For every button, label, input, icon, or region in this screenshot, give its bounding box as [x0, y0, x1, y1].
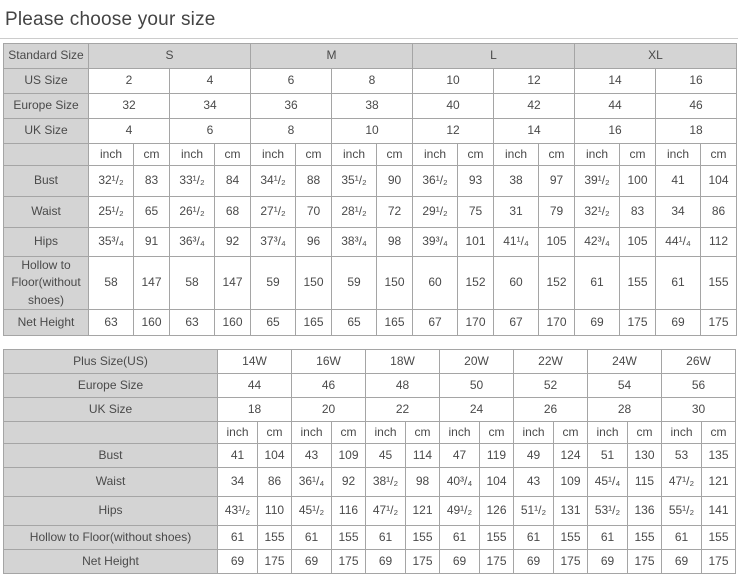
value-cell: 53 [662, 444, 702, 468]
value-cell: 165 [377, 310, 413, 336]
table-row [4, 350, 736, 374]
value-cell: 67 [494, 310, 539, 336]
value-cell: inch [366, 422, 406, 444]
value-cell: cm [480, 422, 514, 444]
value-cell: 46 [292, 374, 366, 398]
group-header-cell: XL [575, 44, 737, 69]
value-cell: 47¹/₂ [366, 497, 406, 526]
value-cell: 45¹/₄ [588, 468, 628, 497]
value-cell: 12 [413, 119, 494, 144]
value-cell: 79 [539, 197, 575, 228]
value-cell: 40 [413, 94, 494, 119]
value-cell: 22 [366, 398, 440, 422]
value-cell: inch [292, 422, 332, 444]
value-cell: 65 [332, 310, 377, 336]
value-cell: 49 [514, 444, 554, 468]
value-cell: inch [440, 422, 480, 444]
value-cell: cm [701, 144, 737, 166]
value-cell: inch [332, 144, 377, 166]
value-cell: 155 [620, 257, 656, 310]
value-cell: 60 [494, 257, 539, 310]
value-cell: 147 [134, 257, 170, 310]
value-cell: 59 [332, 257, 377, 310]
value-cell: 65 [134, 197, 170, 228]
value-cell: 68 [215, 197, 251, 228]
row-label: Waist [4, 197, 89, 228]
value-cell: 37³/₄ [251, 228, 296, 257]
value-cell: 10 [413, 69, 494, 94]
value-cell: 54 [588, 374, 662, 398]
value-cell: 14 [575, 69, 656, 94]
value-cell: 175 [480, 550, 514, 574]
value-cell: 44¹/₄ [656, 228, 701, 257]
value-cell: 61 [588, 526, 628, 550]
value-cell: 16 [656, 69, 737, 94]
value-cell: 101 [458, 228, 494, 257]
value-cell: 43 [514, 468, 554, 497]
value-cell: 96 [296, 228, 332, 257]
table-row [4, 444, 736, 468]
value-cell: 69 [588, 550, 628, 574]
plus-size-table-body [4, 350, 736, 574]
value-cell: 90 [377, 166, 413, 197]
value-cell: cm [628, 422, 662, 444]
value-cell: 38³/₄ [332, 228, 377, 257]
table-row [4, 69, 737, 94]
table-row [4, 398, 736, 422]
value-cell: 47¹/₂ [662, 468, 702, 497]
value-cell: 43 [292, 444, 332, 468]
standard-size-table [3, 43, 737, 336]
value-cell: 86 [701, 197, 737, 228]
value-cell: 119 [480, 444, 514, 468]
value-cell: 34¹/₂ [251, 166, 296, 197]
value-cell: 130 [628, 444, 662, 468]
group-header-cell: S [89, 44, 251, 69]
row-label [4, 422, 218, 444]
table-row [4, 257, 737, 310]
value-cell: 45 [366, 444, 406, 468]
value-cell: 44 [218, 374, 292, 398]
value-cell: 109 [332, 444, 366, 468]
value-cell: 4 [170, 69, 251, 94]
value-cell: 175 [628, 550, 662, 574]
row-label: Plus Size(US) [4, 350, 218, 374]
value-cell: 175 [258, 550, 292, 574]
value-cell: inch [251, 144, 296, 166]
row-label: Net Height [4, 550, 218, 574]
value-cell: inch [662, 422, 702, 444]
value-cell: 93 [458, 166, 494, 197]
value-cell: 104 [701, 166, 737, 197]
value-cell: 49¹/₂ [440, 497, 480, 526]
value-cell: 45¹/₂ [292, 497, 332, 526]
table-row [4, 422, 736, 444]
value-cell: 61 [292, 526, 332, 550]
value-cell: 69 [575, 310, 620, 336]
value-cell: 121 [406, 497, 440, 526]
value-cell: 4 [89, 119, 170, 144]
value-cell: cm [702, 422, 736, 444]
row-label: Hips [4, 228, 89, 257]
value-cell: 6 [251, 69, 332, 94]
row-label: US Size [4, 69, 89, 94]
row-label: Bust [4, 166, 89, 197]
value-cell: inch [575, 144, 620, 166]
table-row [4, 144, 737, 166]
value-cell: 135 [702, 444, 736, 468]
value-cell: 48 [366, 374, 440, 398]
value-cell: 155 [701, 257, 737, 310]
row-label: Bust [4, 444, 218, 468]
value-cell: cm [539, 144, 575, 166]
value-cell: 39¹/₂ [575, 166, 620, 197]
value-cell: cm [215, 144, 251, 166]
value-cell: 155 [480, 526, 514, 550]
row-label: UK Size [4, 398, 218, 422]
value-cell: 6 [170, 119, 251, 144]
table-row [4, 374, 736, 398]
table-row [4, 119, 737, 144]
value-cell: 22W [514, 350, 588, 374]
value-cell: 152 [458, 257, 494, 310]
value-cell: 104 [258, 444, 292, 468]
value-cell: 75 [458, 197, 494, 228]
value-cell: inch [656, 144, 701, 166]
value-cell: 36¹/₂ [413, 166, 458, 197]
value-cell: 14W [218, 350, 292, 374]
value-cell: 83 [620, 197, 656, 228]
value-cell: 25¹/₂ [89, 197, 134, 228]
value-cell: 114 [406, 444, 440, 468]
value-cell: 155 [702, 526, 736, 550]
value-cell: cm [620, 144, 656, 166]
value-cell: 67 [413, 310, 458, 336]
table-row [4, 497, 736, 526]
value-cell: 44 [575, 94, 656, 119]
value-cell: 56 [662, 374, 736, 398]
value-cell: 92 [332, 468, 366, 497]
value-cell: cm [134, 144, 170, 166]
value-cell: 70 [296, 197, 332, 228]
value-cell: 8 [251, 119, 332, 144]
table-row [4, 166, 737, 197]
row-label [4, 144, 89, 166]
value-cell: 14 [494, 119, 575, 144]
value-cell: 18 [218, 398, 292, 422]
value-cell: 175 [701, 310, 737, 336]
value-cell: 27¹/₂ [251, 197, 296, 228]
value-cell: 32¹/₂ [89, 166, 134, 197]
value-cell: 155 [332, 526, 366, 550]
value-cell: 97 [539, 166, 575, 197]
value-cell: 18W [366, 350, 440, 374]
value-cell: 59 [251, 257, 296, 310]
value-cell: 42 [494, 94, 575, 119]
standard-size-table-body [4, 44, 737, 336]
value-cell: inch [413, 144, 458, 166]
value-cell: 41¹/₄ [494, 228, 539, 257]
row-label: Europe Size [4, 94, 89, 119]
row-label: UK Size [4, 119, 89, 144]
value-cell: 100 [620, 166, 656, 197]
value-cell: 2 [89, 69, 170, 94]
value-cell: cm [554, 422, 588, 444]
value-cell: inch [170, 144, 215, 166]
value-cell: 38¹/₂ [366, 468, 406, 497]
value-cell: 69 [292, 550, 332, 574]
table-row [4, 197, 737, 228]
value-cell: cm [258, 422, 292, 444]
value-cell: 12 [494, 69, 575, 94]
value-cell: 155 [554, 526, 588, 550]
value-cell: 175 [332, 550, 366, 574]
value-cell: 105 [620, 228, 656, 257]
value-cell: 20 [292, 398, 366, 422]
value-cell: 112 [701, 228, 737, 257]
table-row [4, 526, 736, 550]
table-row [4, 44, 737, 69]
value-cell: 69 [218, 550, 258, 574]
value-cell: 55¹/₂ [662, 497, 702, 526]
value-cell: 24 [440, 398, 514, 422]
group-header-cell: M [251, 44, 413, 69]
value-cell: 121 [702, 468, 736, 497]
value-cell: 63 [170, 310, 215, 336]
value-cell: 84 [215, 166, 251, 197]
row-label: Net Height [4, 310, 89, 336]
value-cell: 58 [170, 257, 215, 310]
value-cell: 31 [494, 197, 539, 228]
value-cell: 16W [292, 350, 366, 374]
value-cell: 52 [514, 374, 588, 398]
value-cell: 26W [662, 350, 736, 374]
value-cell: inch [588, 422, 628, 444]
value-cell: 10 [332, 119, 413, 144]
value-cell: 61 [575, 257, 620, 310]
value-cell: 61 [662, 526, 702, 550]
value-cell: 105 [539, 228, 575, 257]
value-cell: 8 [332, 69, 413, 94]
value-cell: 41 [218, 444, 258, 468]
value-cell: 36 [251, 94, 332, 119]
row-label: Hollow to Floor(without shoes) [4, 526, 218, 550]
value-cell: 115 [628, 468, 662, 497]
value-cell: 124 [554, 444, 588, 468]
value-cell: 24W [588, 350, 662, 374]
value-cell: 43¹/₂ [218, 497, 258, 526]
plus-size-table [3, 349, 736, 574]
value-cell: 35³/₄ [89, 228, 134, 257]
value-cell: 35¹/₂ [332, 166, 377, 197]
value-cell: 32¹/₂ [575, 197, 620, 228]
value-cell: 20W [440, 350, 514, 374]
value-cell: 136 [628, 497, 662, 526]
value-cell: 30 [662, 398, 736, 422]
value-cell: 51¹/₂ [514, 497, 554, 526]
value-cell: 110 [258, 497, 292, 526]
value-cell: 160 [134, 310, 170, 336]
value-cell: 126 [480, 497, 514, 526]
table-row [4, 468, 736, 497]
table-row [4, 94, 737, 119]
title-divider [0, 38, 738, 39]
value-cell: 65 [251, 310, 296, 336]
value-cell: 60 [413, 257, 458, 310]
value-cell: 16 [575, 119, 656, 144]
row-label: Hips [4, 497, 218, 526]
value-cell: 131 [554, 497, 588, 526]
value-cell: 69 [656, 310, 701, 336]
value-cell: 69 [440, 550, 480, 574]
value-cell: inch [494, 144, 539, 166]
value-cell: 50 [440, 374, 514, 398]
row-label: Standard Size [4, 44, 89, 69]
value-cell: inch [514, 422, 554, 444]
value-cell: 61 [218, 526, 258, 550]
row-label: Hollow to Floor(without shoes) [4, 257, 89, 310]
value-cell: 150 [296, 257, 332, 310]
value-cell: 141 [702, 497, 736, 526]
value-cell: 34 [170, 94, 251, 119]
value-cell: cm [332, 422, 366, 444]
value-cell: 18 [656, 119, 737, 144]
value-cell: 69 [366, 550, 406, 574]
value-cell: 32 [89, 94, 170, 119]
value-cell: 104 [480, 468, 514, 497]
value-cell: 28 [588, 398, 662, 422]
value-cell: inch [218, 422, 258, 444]
value-cell: 69 [514, 550, 554, 574]
table-row [4, 550, 736, 574]
value-cell: inch [89, 144, 134, 166]
value-cell: 170 [539, 310, 575, 336]
value-cell: 72 [377, 197, 413, 228]
value-cell: 165 [296, 310, 332, 336]
value-cell: 147 [215, 257, 251, 310]
group-header-cell: L [413, 44, 575, 69]
row-label: Europe Size [4, 374, 218, 398]
value-cell: 175 [702, 550, 736, 574]
value-cell: 175 [554, 550, 588, 574]
value-cell: 61 [656, 257, 701, 310]
value-cell: 61 [514, 526, 554, 550]
value-cell: 152 [539, 257, 575, 310]
value-cell: 61 [366, 526, 406, 550]
row-label: Waist [4, 468, 218, 497]
value-cell: 109 [554, 468, 588, 497]
value-cell: 29¹/₂ [413, 197, 458, 228]
value-cell: 58 [89, 257, 134, 310]
value-cell: cm [406, 422, 440, 444]
value-cell: 26¹/₂ [170, 197, 215, 228]
value-cell: 61 [440, 526, 480, 550]
value-cell: 155 [628, 526, 662, 550]
value-cell: 53¹/₂ [588, 497, 628, 526]
value-cell: cm [296, 144, 332, 166]
value-cell: 86 [258, 468, 292, 497]
value-cell: 42³/₄ [575, 228, 620, 257]
value-cell: 36¹/₄ [292, 468, 332, 497]
value-cell: 170 [458, 310, 494, 336]
value-cell: 175 [406, 550, 440, 574]
value-cell: 33¹/₂ [170, 166, 215, 197]
table-row [4, 228, 737, 257]
value-cell: 26 [514, 398, 588, 422]
value-cell: 83 [134, 166, 170, 197]
value-cell: 36³/₄ [170, 228, 215, 257]
value-cell: 160 [215, 310, 251, 336]
value-cell: 41 [656, 166, 701, 197]
value-cell: 28¹/₂ [332, 197, 377, 228]
value-cell: 88 [296, 166, 332, 197]
value-cell: 38 [332, 94, 413, 119]
value-cell: 155 [406, 526, 440, 550]
value-cell: 39³/₄ [413, 228, 458, 257]
value-cell: cm [377, 144, 413, 166]
value-cell: 51 [588, 444, 628, 468]
value-cell: cm [458, 144, 494, 166]
value-cell: 91 [134, 228, 170, 257]
page-title: Please choose your size [5, 9, 216, 30]
value-cell: 175 [620, 310, 656, 336]
value-cell: 47 [440, 444, 480, 468]
value-cell: 98 [406, 468, 440, 497]
value-cell: 98 [377, 228, 413, 257]
value-cell: 34 [218, 468, 258, 497]
value-cell: 92 [215, 228, 251, 257]
table-row [4, 310, 737, 336]
value-cell: 116 [332, 497, 366, 526]
value-cell: 150 [377, 257, 413, 310]
value-cell: 155 [258, 526, 292, 550]
value-cell: 34 [656, 197, 701, 228]
value-cell: 63 [89, 310, 134, 336]
value-cell: 38 [494, 166, 539, 197]
value-cell: 40³/₄ [440, 468, 480, 497]
value-cell: 69 [662, 550, 702, 574]
value-cell: 46 [656, 94, 737, 119]
